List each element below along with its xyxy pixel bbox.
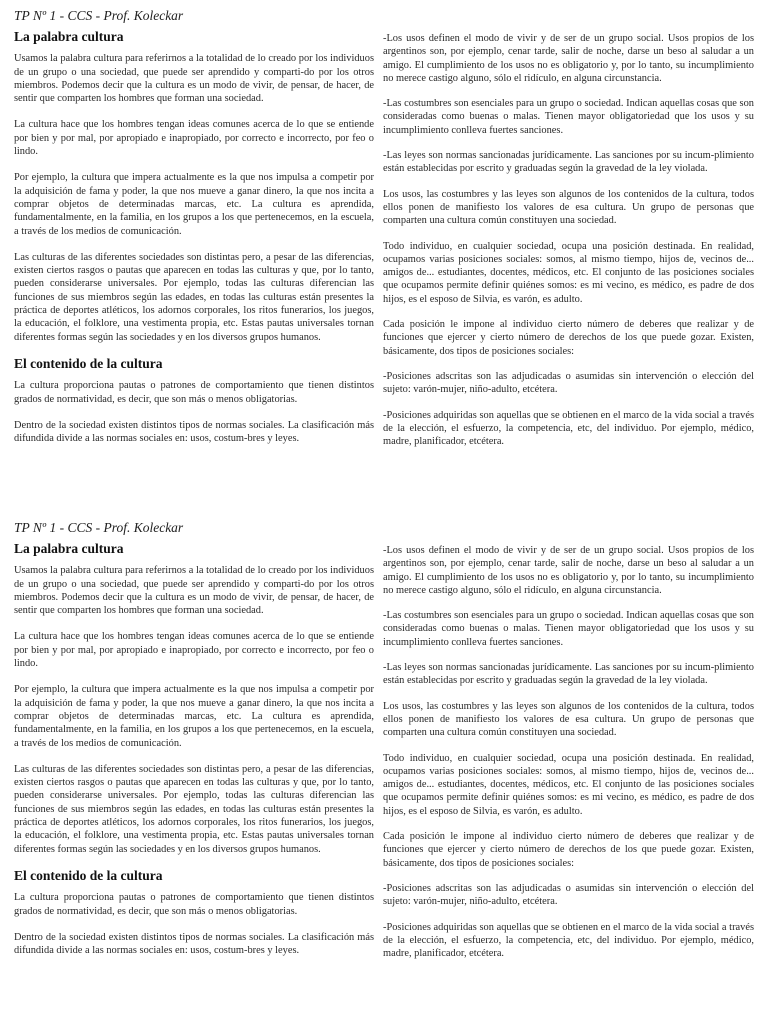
- paragraph-usos: -Los usos definen el modo de vivir y de ser de un grupo social. Usos propios de los argentinos son, por ejemplo, cenar tarde, salir de noche, darse un beso al saludar a un amigo. El cumplimiento de los usos no es obligatorio y, por lo tanto, su incumplimiento no merece castigo alguno, sólo el ridículo, en alguna circunstancia.: [383, 33, 754, 84]
- paragraph-leyes: -Las leyes son normas sancionadas jurídicamente. Las sanciones por su incum-plimiento están establecidas por escrito y graduadas según la gravedad de la ley violada.: [383, 662, 754, 687]
- paragraph: Por ejemplo, la cultura que impera actualmente es la que nos impulsa a competir por la adquisición de fama y poder, la que nos mueve a ganar dinero, la que nos incita a comprar objetos de determinadas marcas, etc. La cultura es aprendida, fundamentalmente, en la familia, en los grupos a los que pertenecemos, en la escuela, a través de los medios de comunicación.: [14, 172, 374, 237]
- page-header: TP Nº 1 - CCS - Prof. Koleckar: [14, 8, 184, 23]
- paragraph-adscritas: -Posiciones adscritas son las adjudicadas o asumidas sin intervención o elección del sujeto: varón-mujer, niño-adulto, etcétera.: [383, 882, 754, 908]
- right-column: [383, 32, 754, 460]
- paragraph: La cultura hace que los hombres tengan ideas comunes acerca de lo que se entiende por bien y por mal, por apropiado e inapropiado, por correcto e incorrecto, por feo o lindo.: [14, 119, 374, 158]
- paragraph: La cultura proporciona pautas o patrones de comportamiento que tienen distintos grados de normatividad, es decir, que son más o menos obligatorias.: [14, 380, 374, 405]
- paragraph-costumbres: -Las costumbres son esenciales para un grupo o sociedad. Indican aquellas cosas que son consideradas como buenas o malas. Tienen mayor obligatoriedad que los usos y su incumplimiento conlleva fuertes sanciones.: [383, 98, 754, 136]
- section-title-palabra-cultura: La palabra cultura: [14, 541, 124, 556]
- paragraph: Los usos, las costumbres y las leyes son algunos de los contenidos de la cultura, todos ellos ponen de manifiesto los valores de esa cultura. Un grupo de personas que comparten una cultura común constituyen una sociedad.: [383, 700, 754, 739]
- section-title-contenido-cultura: El contenido de la cultura: [14, 355, 163, 371]
- paragraph-costumbres: -Las costumbres son esenciales para un grupo o sociedad. Indican aquellas cosas que son consideradas como buenas o malas. Tienen mayor obligatoriedad que los usos y su incumplimiento conlleva fuertes sanciones.: [383, 610, 754, 648]
- paragraph: Usamos la palabra cultura para referirnos a la totalidad de lo creado por los individuos de un grupo o una sociedad, que puede ser aprendido y comparti-do por los otros miembros. Podemos decir que la cultura es un modo de vivir, de pensar, de hacer, de sentir que comparten los hombres que forman una sociedad.: [14, 565, 374, 617]
- paragraph-adquiridas: -Posiciones adquiridas son aquellas que se obtienen en el marco de la vida social a través de la elección, el esfuerzo, la competencia, etc, del individuo. Por ejemplo, médico, madre, planificador, etcétera.: [383, 921, 754, 960]
- page-copy-bottom: [0, 512, 768, 1018]
- paragraph: Las culturas de las diferentes sociedades son distintas pero, a pesar de las diferencias, existen ciertos rasgos o pautas que aparecen en todas las culturas y que, por lo tanto, pueden considerarse universales. Por ejemplo, todas las culturas diferencian las funciones de sus miembros según las edades, en todas las culturas están presentes la práctica de deportes atléticos, los adornos corporales, los ritos funerarios, los juegos, la educación, el folklore, una vestimenta propia, etc. Estas pautas universales tornan diferentes formas según las sociedades y en los diversos grupos humanos.: [14, 763, 374, 855]
- section-title-palabra-cultura: La palabra cultura: [14, 29, 124, 44]
- paragraph-adscritas: -Posiciones adscritas son las adjudicadas o asumidas sin intervención o elección del sujeto: varón-mujer, niño-adulto, etcétera.: [383, 370, 754, 396]
- paragraph: Cada posición le impone al individuo cierto número de deberes que realizar y de funciones que ejercer y cierto número de derechos de los que puede gozar. Existen, básicamente, dos tipos de posiciones sociales:: [383, 319, 754, 357]
- paragraph: Todo individuo, en cualquier sociedad, ocupa una posición destinada. En realidad, ocupamos varias posiciones sociales: somos, al mismo tiempo, hijos de, vecinos de... amigos de... estudiantes, docentes, médicos, etc. El conjunto de las posiciones sociales que ocupamos permite definir quiénes somos: es mi vecino, es médico, es padre de dos hijos, es el esposo de Silvia, es varón, es adulto.: [383, 752, 754, 817]
- paragraph: Por ejemplo, la cultura que impera actualmente es la que nos impulsa a competir por la adquisición de fama y poder, la que nos mueve a ganar dinero, la que nos incita a comprar objetos de determinadas marcas, etc. La cultura es aprendida, fundamentalmente, en la familia, en los grupos a los que pertenecemos, en la escuela, a través de los medios de comunicación.: [14, 684, 374, 749]
- page-header: TP Nº 1 - CCS - Prof. Koleckar: [14, 520, 184, 535]
- paragraph: Todo individuo, en cualquier sociedad, ocupa una posición destinada. En realidad, ocupamos varias posiciones sociales: somos, al mismo tiempo, hijos de, vecinos de... amigos de... estudiantes, docentes, médicos, etc. El conjunto de las posiciones sociales que ocupamos permite definir quiénes somos: es mi vecino, es médico, es padre de dos hijos, es el esposo de Silvia, es varón, es adulto.: [383, 240, 754, 305]
- paragraph: Dentro de la sociedad existen distintos tipos de normas sociales. La clasificación más difundida divide a las normas sociales en: usos, costum-bres y leyes.: [14, 419, 374, 445]
- paragraph: La cultura proporciona pautas o patrones de comportamiento que tienen distintos grados de normatividad, es decir, que son más o menos obligatorias.: [14, 892, 374, 917]
- left-column: [14, 30, 374, 458]
- paragraph: Usamos la palabra cultura para referirnos a la totalidad de lo creado por los individuos de un grupo o una sociedad, que puede ser aprendido y comparti-do por los otros miembros. Podemos decir que la cultura es un modo de vivir, de pensar, de hacer, de sentir que comparten los hombres que forman una sociedad.: [14, 53, 374, 105]
- paragraph-adquiridas: -Posiciones adquiridas son aquellas que se obtienen en el marco de la vida social a través de la elección, el esfuerzo, la competencia, etc, del individuo. Por ejemplo, médico, madre, planificador, etcétera.: [383, 409, 754, 448]
- page-copy-top: [0, 0, 768, 506]
- paragraph-leyes: -Las leyes son normas sancionadas jurídicamente. Las sanciones por su incum-plimiento están establecidas por escrito y graduadas según la gravedad de la ley violada.: [383, 150, 754, 175]
- section-title-contenido-cultura: El contenido de la cultura: [14, 867, 163, 883]
- paragraph: Los usos, las costumbres y las leyes son algunos de los contenidos de la cultura, todos ellos ponen de manifiesto los valores de esa cultura. Un grupo de personas que comparten una cultura común constituyen una sociedad.: [383, 188, 754, 227]
- right-column: [383, 544, 754, 972]
- paragraph: Dentro de la sociedad existen distintos tipos de normas sociales. La clasificación más difundida divide a las normas sociales en: usos, costum-bres y leyes.: [14, 931, 374, 957]
- paragraph: Las culturas de las diferentes sociedades son distintas pero, a pesar de las diferencias, existen ciertos rasgos o pautas que aparecen en todas las culturas y que, por lo tanto, pueden considerarse universales. Por ejemplo, todas las culturas diferencian las funciones de sus miembros según las edades, en todas las culturas están presentes la práctica de deportes atléticos, los adornos corporales, los ritos funerarios, los juegos, la educación, el folklore, una vestimenta propia, etc. Estas pautas universales tornan diferentes formas según las sociedades y en los diversos grupos humanos.: [14, 251, 374, 343]
- paragraph-usos: -Los usos definen el modo de vivir y de ser de un grupo social. Usos propios de los argentinos son, por ejemplo, cenar tarde, salir de noche, darse un beso al saludar a un amigo. El cumplimiento de los usos no es obligatorio y, por lo tanto, su incumplimiento no merece castigo alguno, sólo el ridículo, en alguna circunstancia.: [383, 545, 754, 596]
- left-column: [14, 542, 374, 970]
- paragraph: Cada posición le impone al individuo cierto número de deberes que realizar y de funciones que ejercer y cierto número de derechos de los que puede gozar. Existen, básicamente, dos tipos de posiciones sociales:: [383, 831, 754, 869]
- paragraph: La cultura hace que los hombres tengan ideas comunes acerca de lo que se entiende por bien y por mal, por apropiado e inapropiado, por correcto e incorrecto, por feo o lindo.: [14, 631, 374, 670]
